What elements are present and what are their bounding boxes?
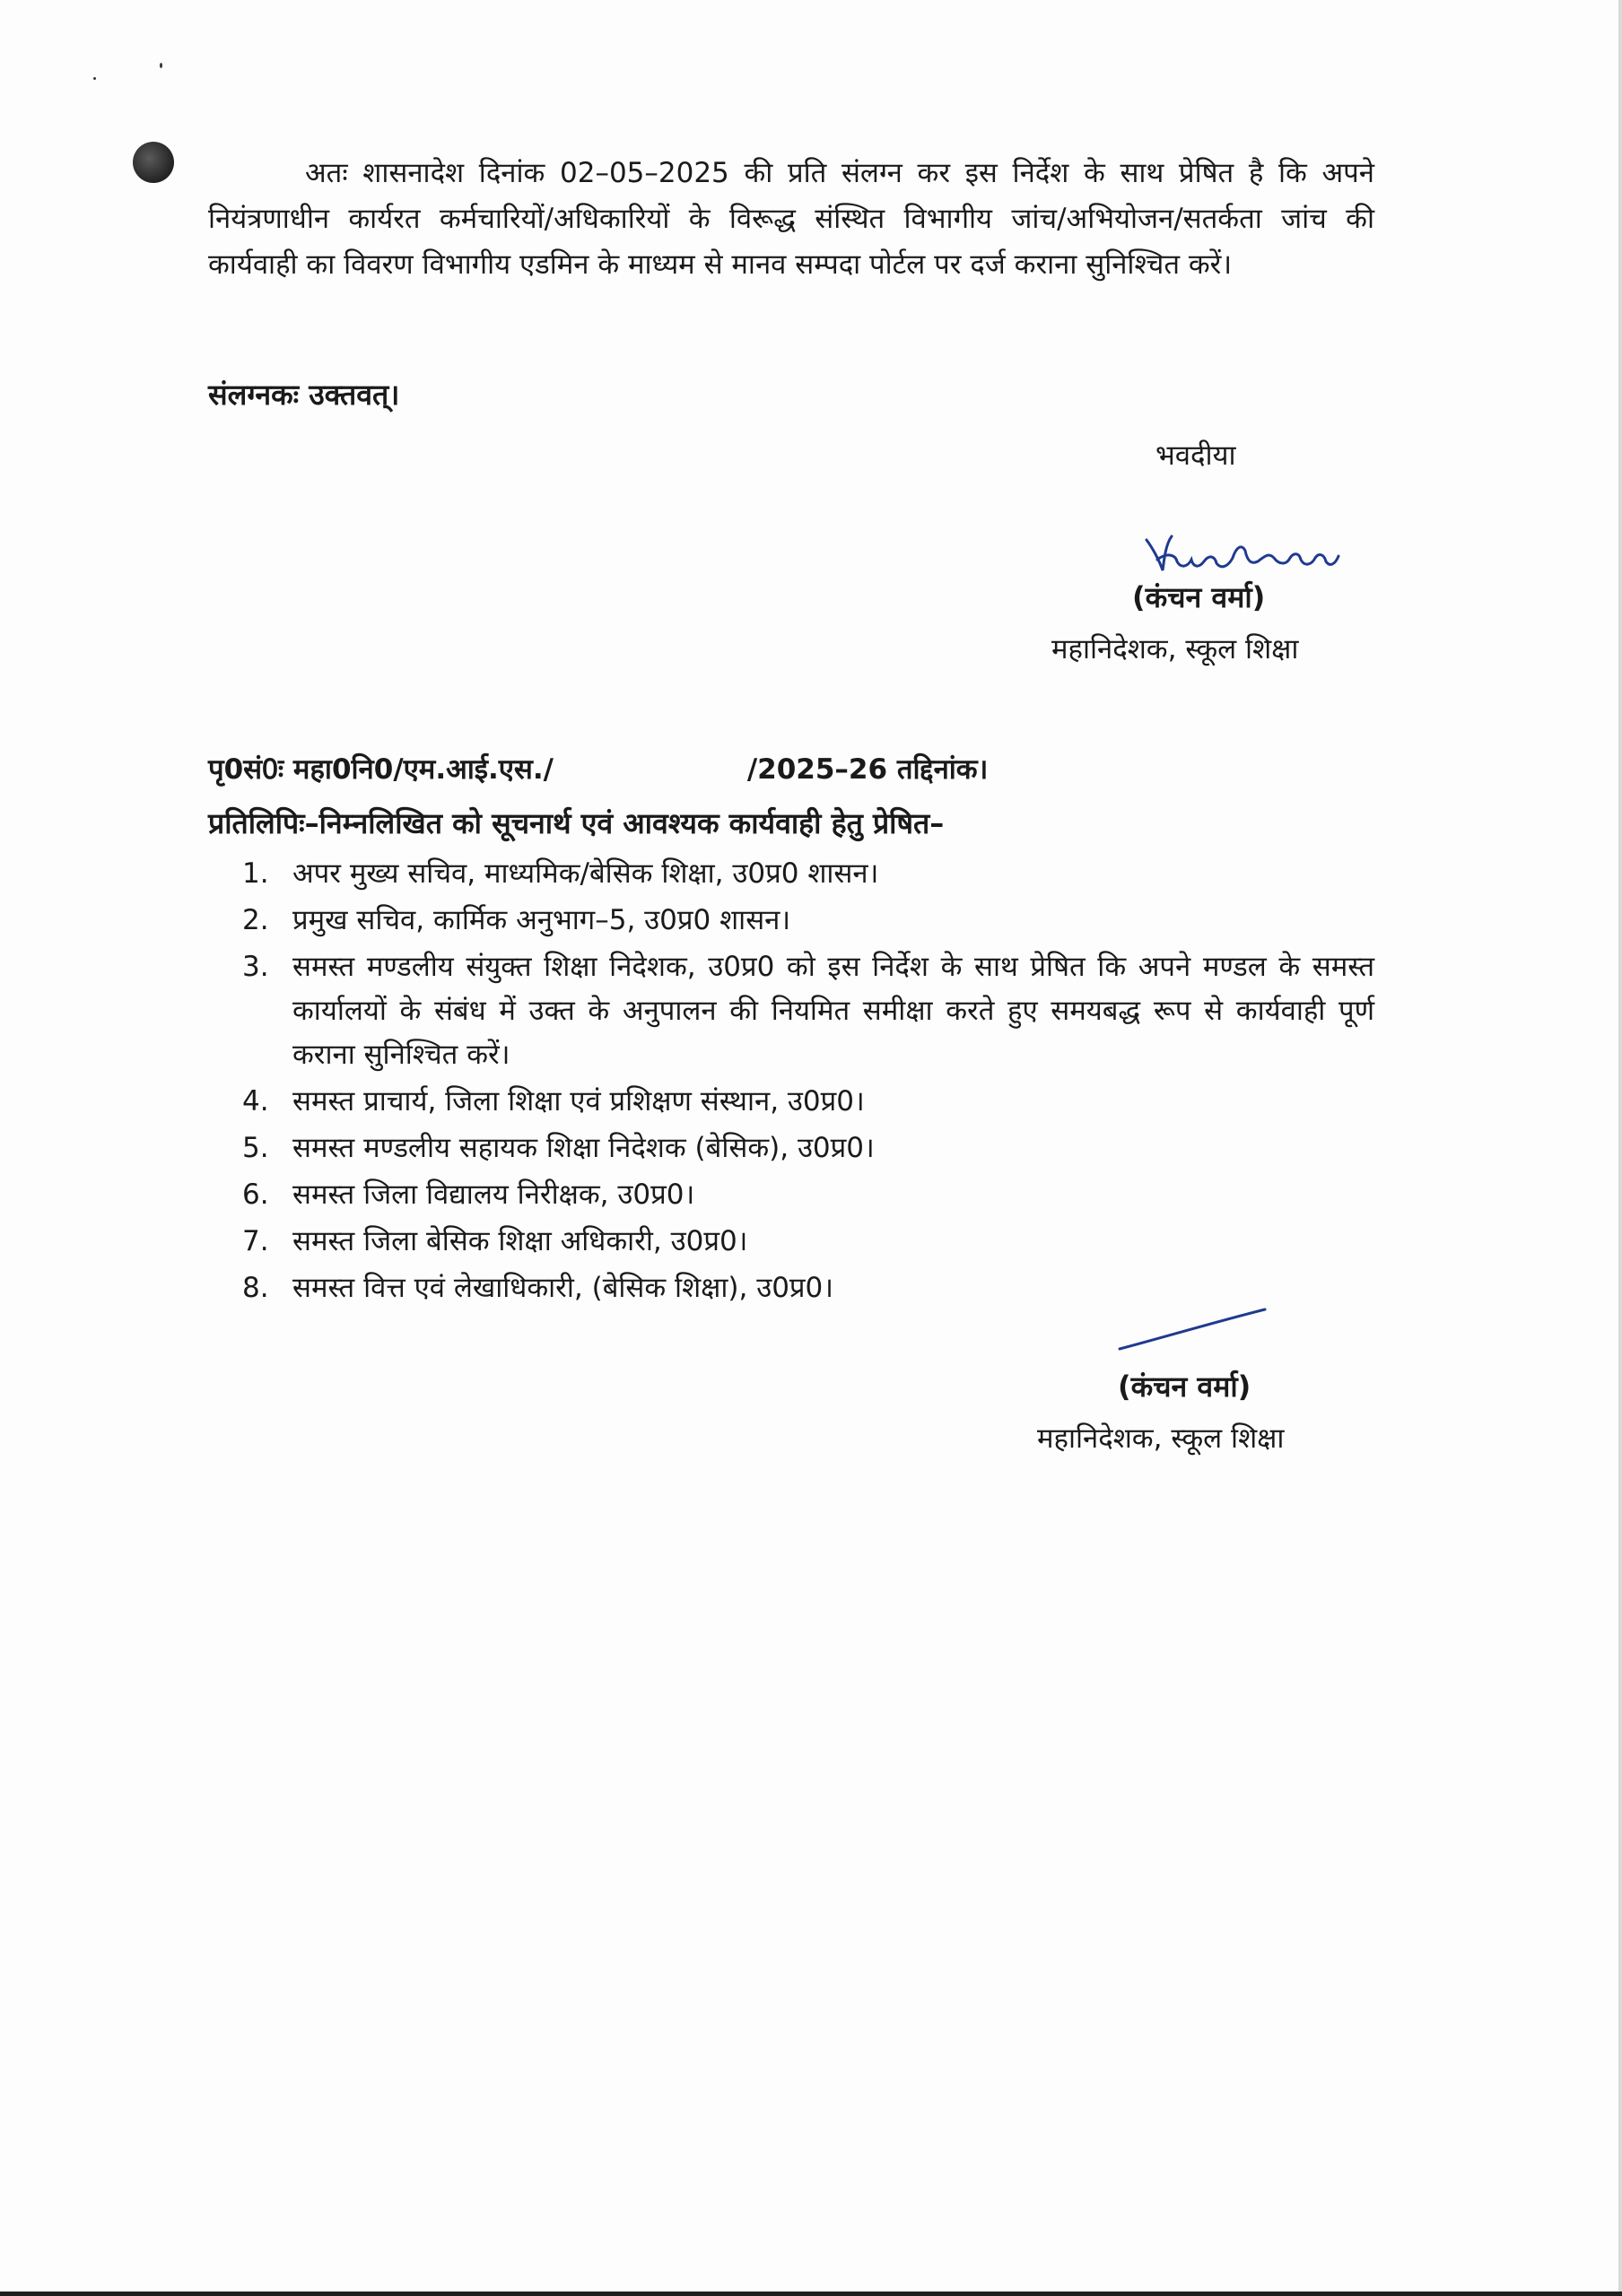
- list-item-number: 7.: [242, 1225, 269, 1257]
- list-item-text: समस्त वित्त एवं लेखाधिकारी, (बेसिक शिक्षा), उ0प्र0।: [292, 1272, 834, 1304]
- list-item-number: 1.: [242, 857, 269, 890]
- list-item-number: 6.: [242, 1178, 269, 1211]
- scan-speck: [93, 77, 96, 80]
- enclosure-note: संलग्नकः उक्तवत्।: [208, 378, 400, 412]
- copy-recipient-list: [242, 852, 1374, 1313]
- list-item: [242, 852, 1374, 896]
- punch-hole: [133, 142, 174, 183]
- list-item: [242, 1173, 1374, 1217]
- list-item-text: समस्त प्राचार्य, जिला शिक्षा एवं प्रशिक्षण संस्थान, उ0प्र0।: [292, 1085, 865, 1118]
- signatory-designation: महानिदेशक, स्कूल शिक्षा: [1051, 633, 1299, 665]
- scan-edge-bottom: [0, 2292, 1622, 2296]
- list-item-number: 2.: [242, 904, 269, 936]
- closing-salutation: भवदीया: [1155, 439, 1236, 472]
- list-item-number: 5.: [242, 1132, 269, 1164]
- scan-speck: [160, 63, 162, 68]
- signatory-name: (कंचन वर्मा): [1132, 580, 1266, 614]
- list-item: [242, 945, 1374, 1077]
- list-item-text: अपर मुख्य सचिव, माध्यमिक/बेसिक शिक्षा, उ0प्र0 शासन।: [292, 857, 879, 890]
- list-item-text: समस्त मण्डलीय संयुक्त शिक्षा निदेशक, उ0प्र0 को इस निर्देश के साथ प्रेषित कि अपने मण्डल के समस्त कार्यालयों के संबंध में उक्त के अनुपालन की नियमित समीक्षा करते हुए समयबद्ध रूप से कार्यवाही पूर्ण कराना सुनिश्चित करें।: [292, 951, 1374, 1071]
- body-paragraph: अतः शासनादेश दिनांक 02–05–2025 की प्रति संलग्न कर इस निर्देश के साथ प्रेषित है कि अपने नियंत्रणाधीन कार्यरत कर्मचारियों/अधिकारियों के विरूद्ध संस्थित विभागीय जांच/अभियोजन/सतर्कता जांच की कार्यवाही का विवरण विभागीय एडमिन के माध्यम से मानव सम्पदा पोर्टल पर दर्ज कराना सुनिश्चित करें।: [208, 157, 1374, 281]
- list-item-number: 4.: [242, 1085, 269, 1118]
- list-item: [242, 1080, 1374, 1124]
- signatory-name-2: (कंचन वर्मा): [1118, 1370, 1251, 1404]
- list-item-text: प्रमुख सचिव, कार्मिक अनुभाग–5, उ0प्र0 शासन।: [292, 904, 791, 936]
- list-item-text: समस्त जिला बेसिक शिक्षा अधिकारी, उ0प्र0।: [292, 1225, 748, 1257]
- reference-number: पृ0सं0ः महा0नि0/एम.आई.एस./ /2025–26 तद्दिनांक।: [208, 753, 989, 786]
- list-item-number: 3.: [242, 951, 269, 983]
- list-item-text: समस्त जिला विद्यालय निरीक्षक, उ0प्र0।: [292, 1178, 695, 1211]
- copy-heading: प्रतिलिपिः–निम्नलिखित को सूचनार्थ एवं आवश्यक कार्यवाही हेतु प्रेषित–: [208, 806, 945, 840]
- list-item: [242, 1220, 1374, 1264]
- list-item-text: समस्त मण्डलीय सहायक शिक्षा निदेशक (बेसिक), उ0प्र0।: [292, 1132, 875, 1164]
- initial-stroke-signature: [1116, 1302, 1269, 1356]
- list-item-number: 8.: [242, 1272, 269, 1304]
- signatory-designation-2: महानिदेशक, स्कूल शिक्षा: [1037, 1422, 1285, 1455]
- scan-edge-right: [1618, 0, 1622, 2296]
- list-item: [242, 1126, 1374, 1170]
- list-item: [242, 899, 1374, 943]
